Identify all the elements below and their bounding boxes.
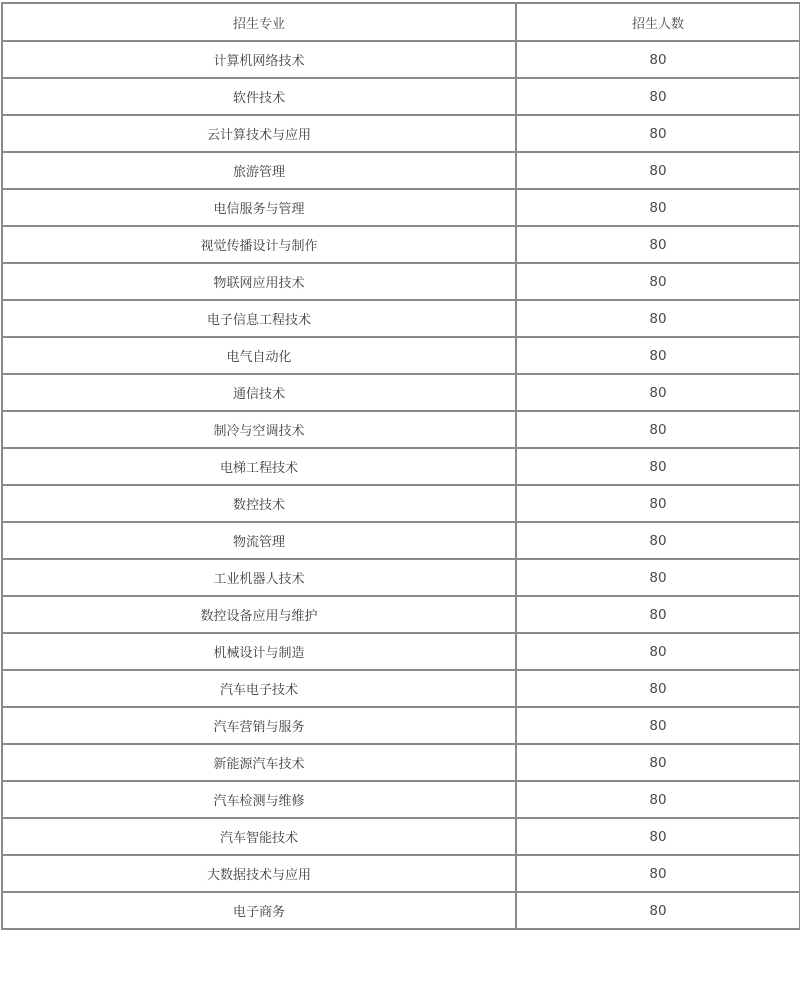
major-cell: 电子商务 <box>2 892 516 929</box>
count-cell: 80 <box>516 892 800 929</box>
major-cell: 物流管理 <box>2 522 516 559</box>
enrollment-table <box>1 2 800 930</box>
major-cell: 数控设备应用与维护 <box>2 596 516 633</box>
count-cell: 80 <box>516 670 800 707</box>
major-cell: 新能源汽车技术 <box>2 744 516 781</box>
count-cell: 80 <box>516 189 800 226</box>
table-row <box>2 189 800 226</box>
table-row <box>2 115 800 152</box>
count-cell: 80 <box>516 448 800 485</box>
table-row <box>2 744 800 781</box>
major-cell: 电信服务与管理 <box>2 189 516 226</box>
major-cell: 汽车智能技术 <box>2 818 516 855</box>
table-row <box>2 263 800 300</box>
table-header-row <box>2 3 800 41</box>
table-row <box>2 781 800 818</box>
table-row <box>2 818 800 855</box>
major-cell: 汽车电子技术 <box>2 670 516 707</box>
table-row <box>2 855 800 892</box>
header-count: 招生人数 <box>516 3 800 41</box>
table-row <box>2 707 800 744</box>
table-row <box>2 892 800 929</box>
count-cell: 80 <box>516 633 800 670</box>
table-row <box>2 337 800 374</box>
count-cell: 80 <box>516 559 800 596</box>
table-row <box>2 300 800 337</box>
table-row <box>2 448 800 485</box>
table-row <box>2 78 800 115</box>
table-row <box>2 633 800 670</box>
count-cell: 80 <box>516 374 800 411</box>
major-cell: 机械设计与制造 <box>2 633 516 670</box>
major-cell: 软件技术 <box>2 78 516 115</box>
table-body <box>2 41 800 929</box>
table-row <box>2 522 800 559</box>
table-row <box>2 596 800 633</box>
count-cell: 80 <box>516 78 800 115</box>
table-row <box>2 374 800 411</box>
major-cell: 电子信息工程技术 <box>2 300 516 337</box>
major-cell: 计算机网络技术 <box>2 41 516 78</box>
table-row <box>2 152 800 189</box>
count-cell: 80 <box>516 596 800 633</box>
count-cell: 80 <box>516 41 800 78</box>
count-cell: 80 <box>516 744 800 781</box>
count-cell: 80 <box>516 522 800 559</box>
count-cell: 80 <box>516 818 800 855</box>
count-cell: 80 <box>516 855 800 892</box>
major-cell: 物联网应用技术 <box>2 263 516 300</box>
major-cell: 汽车营销与服务 <box>2 707 516 744</box>
major-cell: 制冷与空调技术 <box>2 411 516 448</box>
count-cell: 80 <box>516 781 800 818</box>
major-cell: 电梯工程技术 <box>2 448 516 485</box>
count-cell: 80 <box>516 115 800 152</box>
major-cell: 电气自动化 <box>2 337 516 374</box>
table-row <box>2 226 800 263</box>
count-cell: 80 <box>516 263 800 300</box>
major-cell: 大数据技术与应用 <box>2 855 516 892</box>
major-cell: 数控技术 <box>2 485 516 522</box>
count-cell: 80 <box>516 411 800 448</box>
major-cell: 视觉传播设计与制作 <box>2 226 516 263</box>
count-cell: 80 <box>516 226 800 263</box>
count-cell: 80 <box>516 337 800 374</box>
count-cell: 80 <box>516 152 800 189</box>
table-row <box>2 41 800 78</box>
major-cell: 汽车检测与维修 <box>2 781 516 818</box>
major-cell: 旅游管理 <box>2 152 516 189</box>
table-row <box>2 485 800 522</box>
count-cell: 80 <box>516 707 800 744</box>
header-major: 招生专业 <box>2 3 516 41</box>
table-row <box>2 670 800 707</box>
major-cell: 工业机器人技术 <box>2 559 516 596</box>
table-row <box>2 411 800 448</box>
count-cell: 80 <box>516 300 800 337</box>
count-cell: 80 <box>516 485 800 522</box>
table-row <box>2 559 800 596</box>
major-cell: 通信技术 <box>2 374 516 411</box>
major-cell: 云计算技术与应用 <box>2 115 516 152</box>
